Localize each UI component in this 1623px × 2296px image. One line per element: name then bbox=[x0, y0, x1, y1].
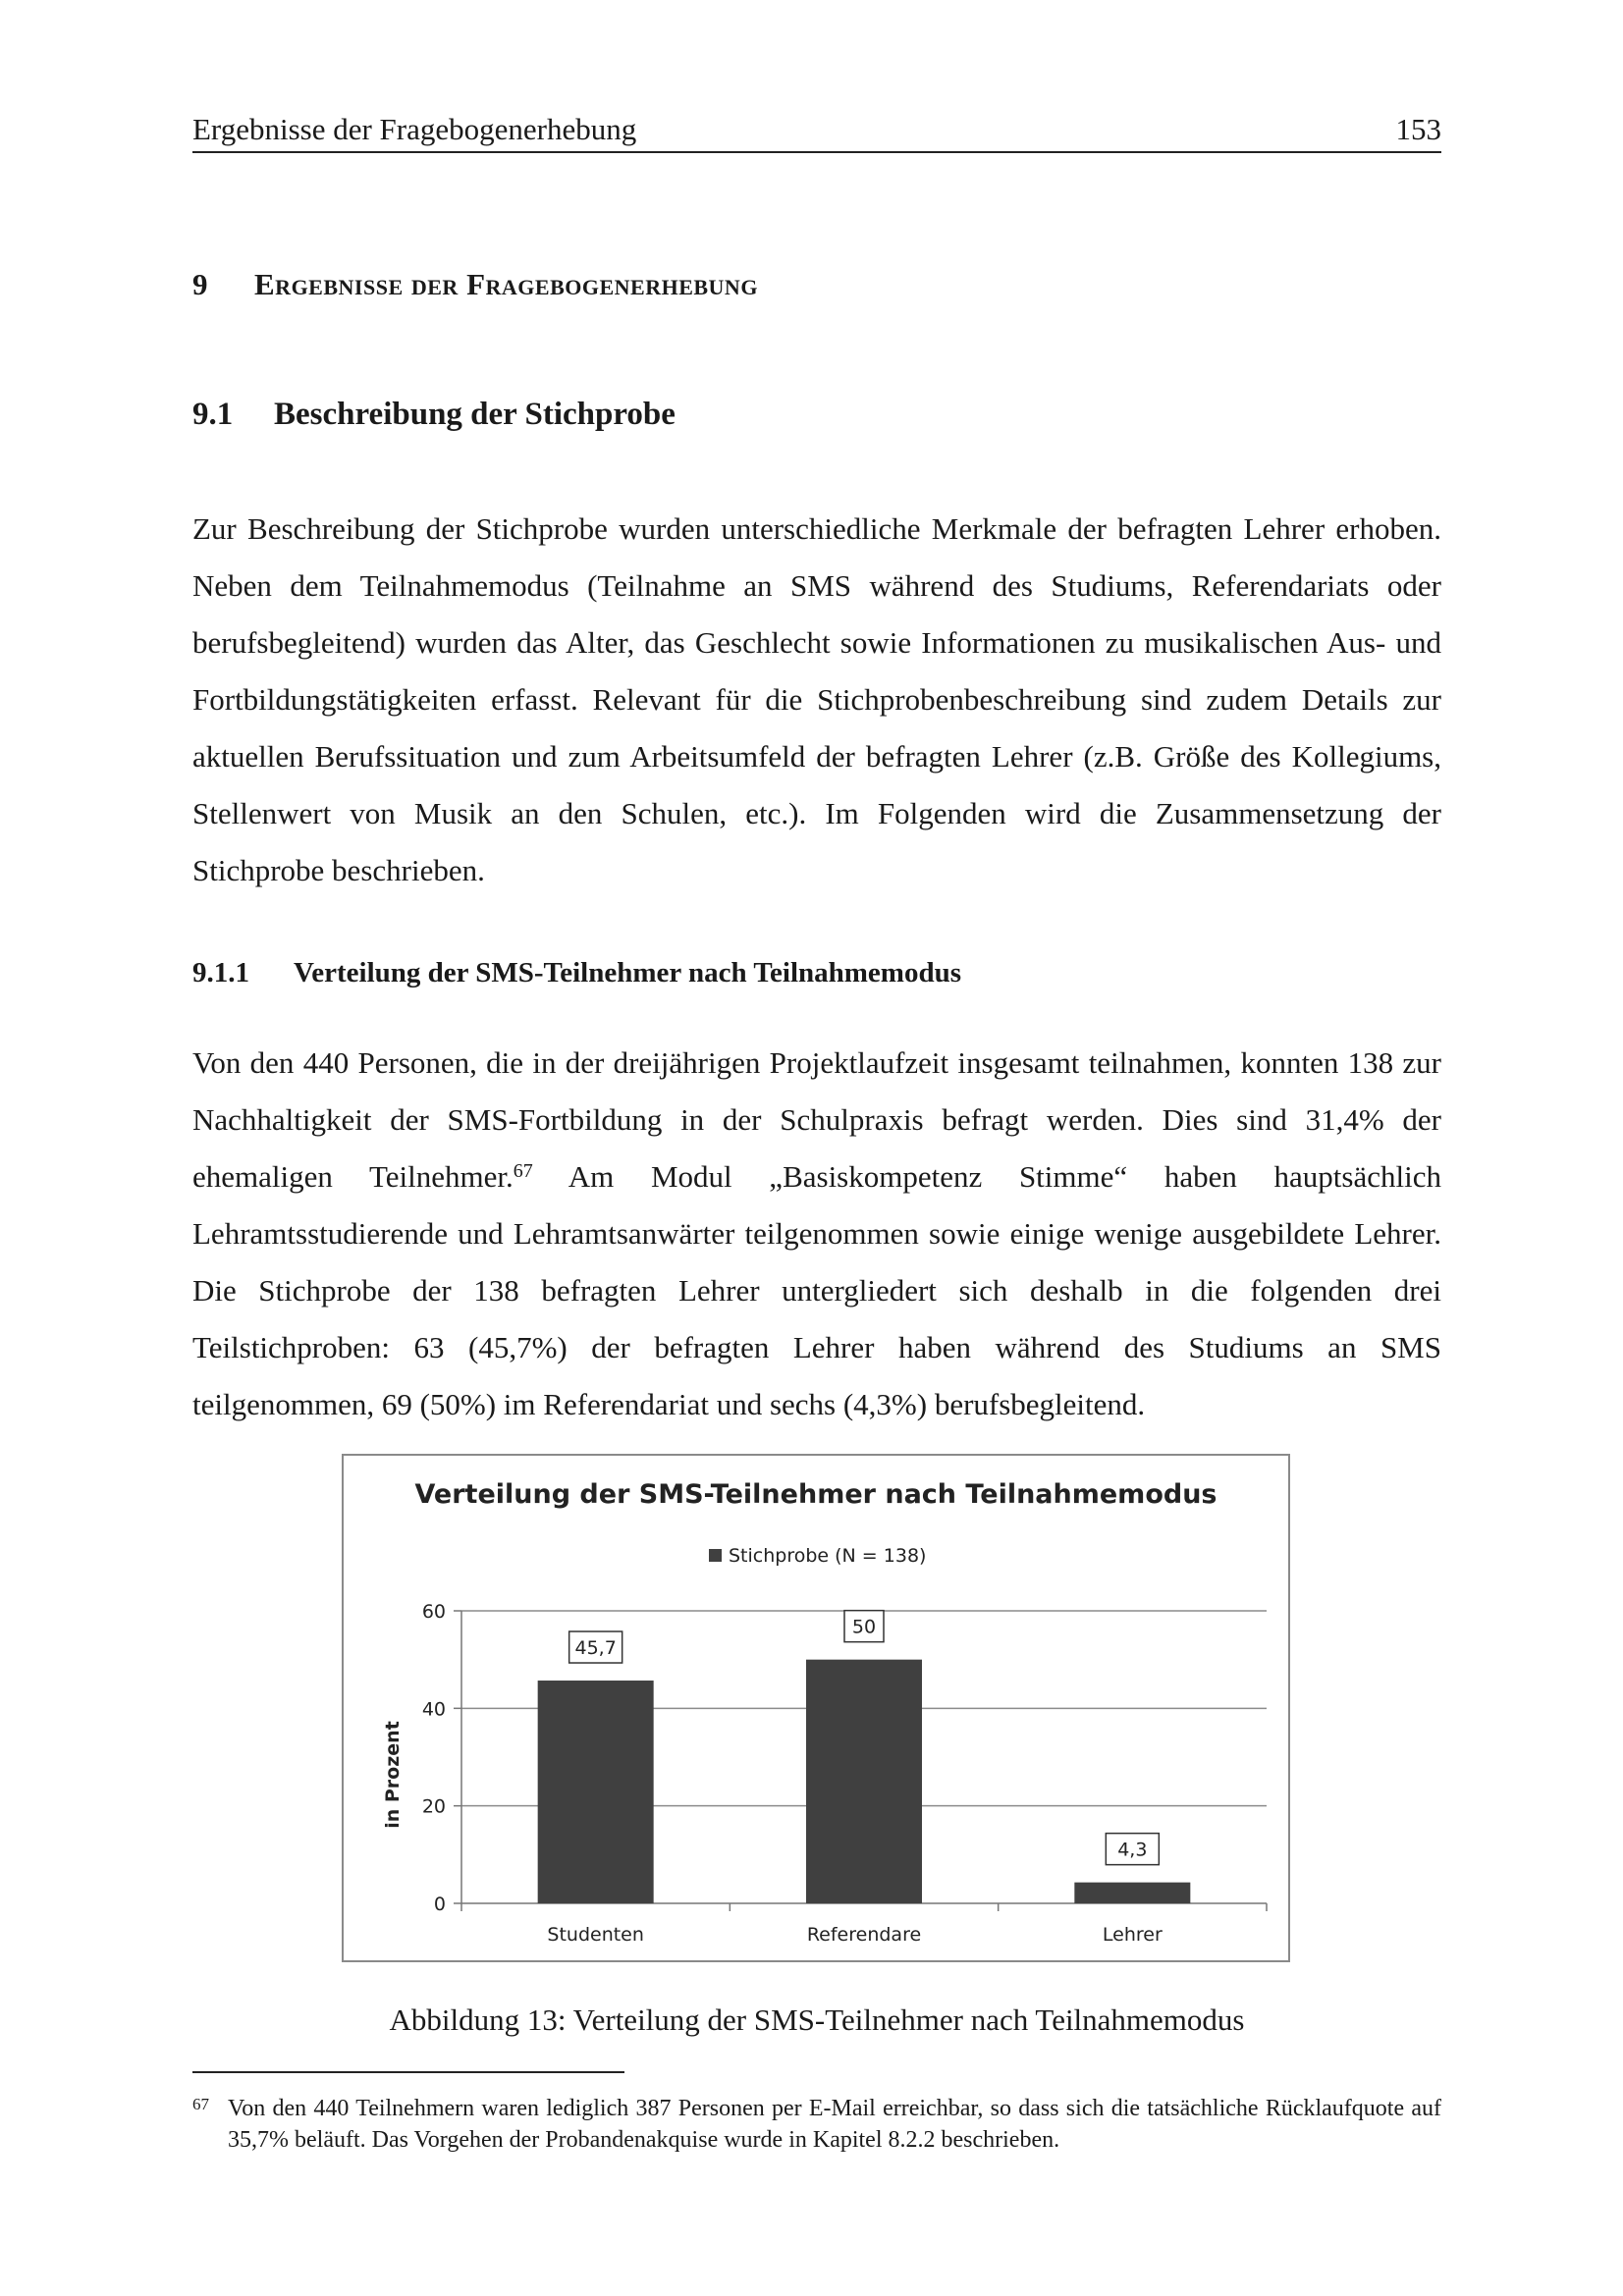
y-tick-label: 60 bbox=[421, 1601, 446, 1623]
x-tick-label: Lehrer bbox=[1102, 1924, 1163, 1946]
legend-label: Stichprobe (N = 138) bbox=[729, 1545, 927, 1567]
data-label: 45,7 bbox=[574, 1637, 617, 1660]
data-label: 50 bbox=[851, 1616, 877, 1638]
paragraph-text-part2: Am Modul „Basiskompetenz Stimme“ haben hauptsächlich Lehramtsstudierende und Lehramtsanwärter teilgenommen sowie einige wenige ausgebildete Lehrer. Die Stichprobe der 138 befragten Lehrer untergliedert sich deshalb in die folgenden drei Teilstichproben: 63 (45,7%) der befragten Lehrer haben während des Studiums an SMS teilgenommen, 69 (50%) im Referendariat und sechs (4,3%) berufsbegleitend. bbox=[192, 1159, 1441, 1421]
subsection-heading bbox=[192, 957, 961, 989]
y-tick-label: 40 bbox=[421, 1698, 446, 1721]
section-heading bbox=[192, 397, 676, 433]
chapter-number: 9 bbox=[192, 267, 208, 301]
bar bbox=[1074, 1883, 1190, 1903]
chapter-heading bbox=[192, 267, 758, 302]
legend-swatch bbox=[709, 1549, 722, 1562]
data-label: 4,3 bbox=[1117, 1839, 1148, 1861]
footnote-number: 67 bbox=[192, 2095, 209, 2113]
section-title: Beschreibung der Stichprobe bbox=[274, 397, 676, 432]
y-axis-label: in Prozent bbox=[382, 1721, 404, 1829]
footnote bbox=[192, 2093, 1441, 2156]
y-tick-label: 0 bbox=[433, 1894, 446, 1915]
section-paragraph: Zur Beschreibung der Stichprobe wurden unterschiedliche Merkmale der befragten Lehrer erhoben. Neben dem Teilnahmemodus (Teilnahme an SMS während des Studiums, Referendariats oder berufsbegleitend) wurden das Alter, das Geschlecht sowie Informationen zu musikalischen Aus- und Fortbildungstätigkeiten erfasst. Relevant für die Stichprobenbeschreibung sind zudem Details zur aktuellen Berufssituation und zum Arbeitsumfeld der befragten Lehrer (z.B. Größe des Kollegiums, Stellenwert von Musik an den Schulen, etc.). Im Folgenden wird die Zusammensetzung der Stichprobe beschrieben. bbox=[192, 511, 1441, 887]
figure-caption: Abbildung 13: Verteilung der SMS-Teilnehmer nach Teilnahmemodus bbox=[389, 2002, 1245, 2037]
footnote-text: Von den 440 Teilnehmern waren lediglich 387 Personen per E-Mail erreichbar, so dass sich die tatsächliche Rücklaufquote auf 35,7% beläuft. Das Vorgehen der Probandenakquise wurde in Kapitel 8.2.2 beschrieben. bbox=[228, 2096, 1441, 2153]
running-header bbox=[192, 106, 1441, 153]
bar-chart-figure bbox=[342, 1454, 1290, 1962]
y-tick-label: 20 bbox=[421, 1795, 446, 1818]
x-tick-label: Studenten bbox=[547, 1924, 644, 1946]
chapter-title: Ergebnisse der Fragebogenerhebung bbox=[254, 267, 758, 301]
bar-chart bbox=[344, 1456, 1288, 1960]
bar bbox=[806, 1660, 922, 1903]
footnote-reference[interactable]: 67 bbox=[513, 1160, 533, 1182]
subsection-title: Verteilung der SMS-Teilnehmer nach Teilnahmemodus bbox=[294, 957, 961, 988]
subsection-paragraph bbox=[192, 1035, 1441, 1433]
section-number: 9.1 bbox=[192, 397, 234, 432]
paragraph-text-part1: Von den 440 Personen, die in der dreijährigen Projektlaufzeit insgesamt teilnahmen, konnten 138 zur Nachhaltigkeit der SMS-Fortbildung in der Schulpraxis befragt werden. Dies sind 31,4% der ehemaligen Teilnehmer. bbox=[192, 1045, 1441, 1194]
page-number: 153 bbox=[1395, 112, 1441, 146]
bar bbox=[538, 1681, 654, 1903]
chart-title: Verteilung der SMS-Teilnehmer nach Teilnahmemodus bbox=[414, 1479, 1217, 1510]
subsection-number: 9.1.1 bbox=[192, 957, 249, 988]
running-title: Ergebnisse der Fragebogenerhebung bbox=[192, 112, 637, 146]
footnote-divider bbox=[192, 2071, 624, 2073]
x-tick-label: Referendare bbox=[806, 1924, 922, 1946]
